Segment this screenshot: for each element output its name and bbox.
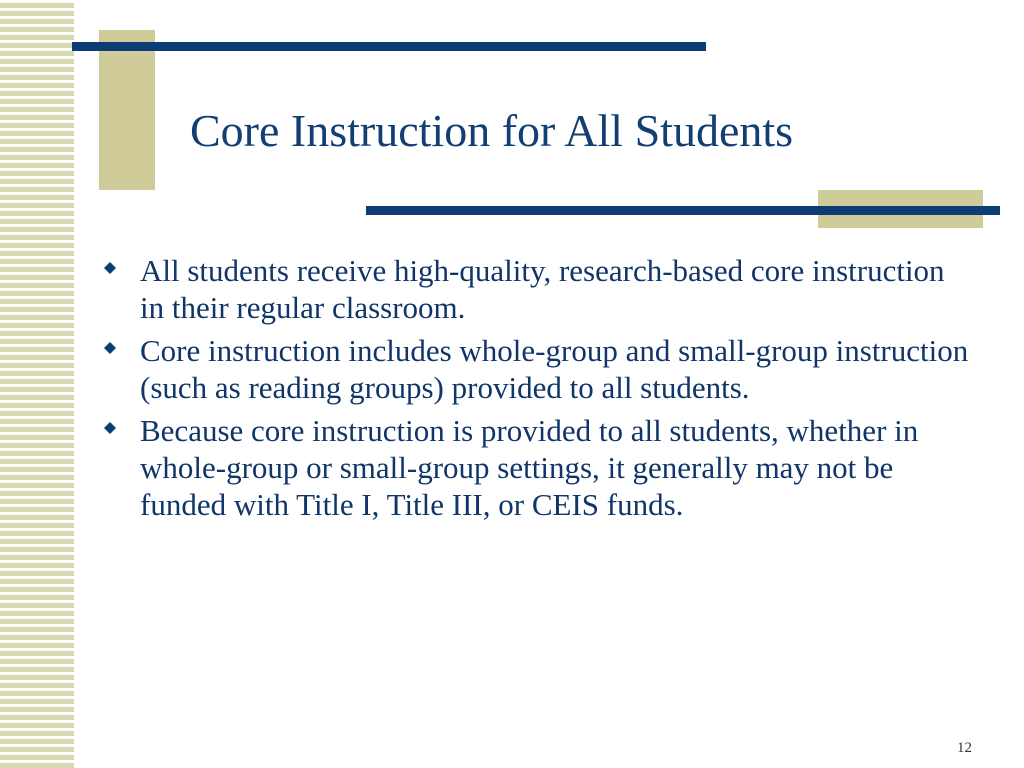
bullet-text: Core instruction includes whole-group and small-group instruction (such as reading groups) provided to all students. <box>140 333 969 405</box>
decorative-tan-block-left <box>99 30 155 190</box>
slide-title: Core Instruction for All Students <box>190 105 794 156</box>
striped-left-border <box>0 0 74 768</box>
diamond-bullet-icon <box>104 262 116 274</box>
bullet-item <box>104 332 974 406</box>
diamond-bullet-icon <box>104 342 116 354</box>
decorative-navy-bar-top <box>72 42 706 51</box>
page-number: 12 <box>957 740 972 756</box>
bullet-item <box>104 252 974 326</box>
bullet-item <box>104 412 974 523</box>
bullet-list <box>104 252 974 529</box>
decorative-navy-bar-bottom <box>366 206 1000 215</box>
bullet-text: Because core instruction is provided to all students, whether in whole-group or small-group settings, it generally may not be funded with Title I, Title III, or CEIS funds. <box>140 413 919 522</box>
bullet-text: All students receive high-quality, research-based core instruction in their regular classroom. <box>140 253 945 325</box>
diamond-bullet-icon <box>104 422 116 434</box>
